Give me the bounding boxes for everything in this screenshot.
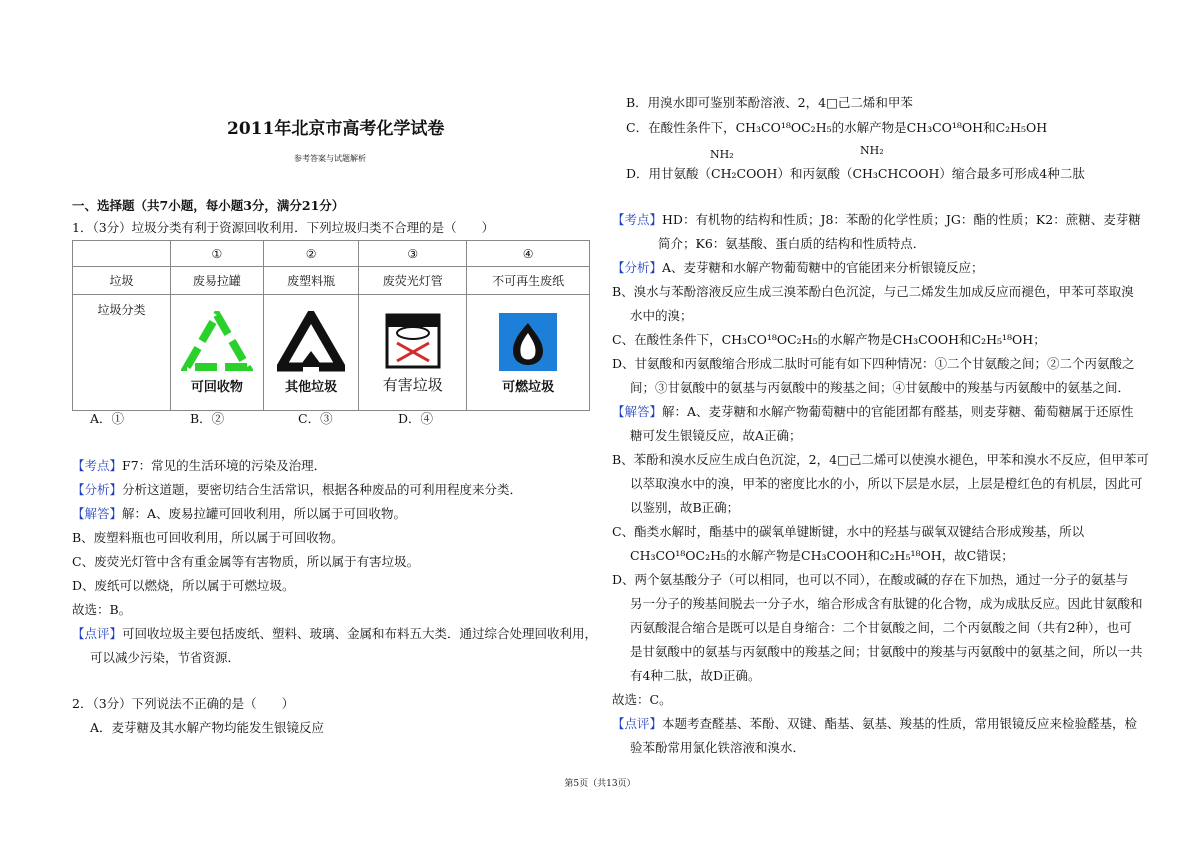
q2-kaodian — [612, 211, 1141, 229]
jieda-text: 解：A、废易拉罐可回收利用，所以属于可回收物。 — [122, 506, 407, 521]
q2-fenxi-4: C、在酸性条件下，CH₃CO¹⁸OC₂H₅的水解产物是CH₃COOH和C₂H₅¹⁸OH； — [612, 332, 1046, 347]
q1-jieda-d: D、废纸可以燃烧，所以属于可燃垃圾。 — [72, 578, 295, 593]
waste-1: 废易拉罐 — [170, 267, 263, 295]
bin-label: 可回收物 — [190, 379, 243, 395]
bin-label: 其他垃圾 — [285, 379, 338, 395]
tag-fenxi: 【分析】 — [72, 482, 123, 497]
bin-label: 有害垃圾 — [382, 375, 443, 394]
nh2-label-ala: NH₂ — [860, 144, 884, 157]
q1-jieda-c: C、废荧光灯管中含有重金属等有害物质，所以属于有害垃圾。 — [72, 554, 420, 569]
q1-table — [72, 240, 590, 411]
fenxi-text: 分析这道题，要密切结合生活常识，根据各种废品的可利用程度来分类． — [122, 482, 523, 497]
q1-dianping — [72, 625, 597, 643]
q2-jieda-2: 糖可发生银镜反应，故A正确； — [630, 428, 802, 443]
page-subtitle: 参考答案与试题解析 — [294, 154, 366, 163]
q2-jieda-10: 丙氨酸混合缩合是既可以是自身缩合：二个甘氨酸之间，二个丙氨酸之间（共有2种），也可 — [630, 620, 1132, 635]
q2-option-b: B．用溴水即可鉴别苯酚溶液、2，4□己二烯和甲苯 — [626, 95, 913, 110]
q2-kaodian-2: 简介；K6：氨基酸、蛋白质的结构和性质特点． — [658, 236, 926, 251]
recycle-icon — [181, 311, 253, 373]
waste-4: 不可再生废纸 — [467, 267, 590, 295]
tag-jieda: 【解答】 — [612, 404, 663, 419]
q1-fenxi — [72, 481, 522, 499]
jieda-text: 解：A、麦芽糖和水解产物葡萄糖中的官能团都有醛基，则麦芽糖、葡萄糖属于还原性 — [662, 404, 1134, 419]
flame-icon — [497, 311, 559, 373]
kaodian-text: F7：常见的生活环境的污染及治理． — [122, 458, 327, 473]
q2-jieda-8: D、两个氨基酸分子（可以相同，也可以不同），在酸或碱的存在下加热，通过一分子的氨基与 — [612, 572, 1129, 587]
bin-label: 可燃垃圾 — [502, 379, 555, 395]
row-head-category: 垃圾分类 — [73, 295, 171, 411]
q2-fenxi-2: B、溴水与苯酚溶液反应生成三溴苯酚白色沉淀，与己二烯发生加成反应而褪色，甲苯可萃取溴 — [612, 284, 1134, 299]
row-head-waste: 垃圾 — [73, 267, 171, 295]
fenxi-text: A、麦芽糖和水解产物葡萄糖中的官能团来分析银镜反应； — [662, 260, 984, 275]
option-a: A．① — [90, 411, 125, 426]
q2-jieda-6: C、酯类水解时，酯基中的碳氧单键断键，水中的羟基与碳氧双键结合形成羧基，所以 — [612, 524, 1085, 539]
tag-kaodian: 【考点】 — [612, 212, 663, 227]
tag-jieda: 【解答】 — [72, 506, 123, 521]
q1-stem: 1．（3分）垃圾分类有利于资源回收利用．下列垃圾归类不合理的是（ ） — [72, 220, 495, 235]
col-3: ③ — [359, 241, 467, 267]
q2-choice: 故选：C。 — [612, 692, 672, 707]
q2-jieda-4: 以萃取溴水中的溴，甲苯的密度比水的小，所以下层是水层，上层是橙红色的有机层，因此可 — [630, 476, 1143, 491]
q2-option-a: A．麦芽糖及其水解产物均能发生银镜反应 — [90, 720, 325, 735]
q2-jieda-12: 有4种二肽，故D正确。 — [630, 668, 761, 683]
q1-jieda-b: B、废塑料瓶也可回收利用，所以属于可回收物。 — [72, 530, 344, 545]
q2-fenxi-3: 水中的溴； — [630, 308, 693, 323]
bin-hazardous — [359, 295, 467, 411]
page-title: 2011年北京市高考化学试卷 — [227, 119, 445, 139]
option-b: B．② — [190, 411, 225, 426]
option-d: D．④ — [398, 411, 434, 426]
dianping-text: 本题考查醛基、苯酚、双键、酯基、氨基、羧基的性质，常用银镜反应来检验醛基，检 — [662, 716, 1138, 731]
q2-dianping — [612, 715, 1137, 733]
q2-jieda-7: CH₃CO¹⁸OC₂H₅的水解产物是CH₃COOH和C₂H₅¹⁸OH，故C错误； — [630, 548, 1014, 563]
q1-jieda — [72, 505, 406, 523]
tag-dianping: 【点评】 — [72, 626, 123, 641]
q2-jieda — [612, 403, 1134, 421]
nh2-label-gly: NH₂ — [710, 148, 734, 161]
tag-kaodian: 【考点】 — [72, 458, 123, 473]
q2-jieda-9: 另一分子的羧基间脱去一分子水，缩合形成含有肽键的化合物，成为成肽反应。因此甘氨酸和 — [630, 596, 1143, 611]
option-c: C．③ — [298, 411, 333, 426]
q2-dianping-2: 验苯酚常用氯化铁溶液和溴水． — [630, 740, 806, 755]
waste-2: 废塑料瓶 — [263, 267, 358, 295]
q2-fenxi-6: 间；③甘氨酸中的氨基与丙氨酸中的羧基之间；④甘氨酸中的羧基与丙氨酸中的氨基之间． — [630, 380, 1131, 395]
q2-fenxi-5: D、甘氨酸和丙氨酸缩合形成二肽时可能有如下四种情况：①二个甘氨酸之间；②二个丙氨酸之 — [612, 356, 1135, 371]
other-waste-icon — [277, 311, 345, 373]
bin-recyclable — [170, 295, 263, 411]
q1-choice: 故选：B。 — [72, 602, 132, 617]
q1-kaodian — [72, 457, 326, 475]
col-4: ④ — [467, 241, 590, 267]
q1-dianping-2: 可以减少污染，节省资源． — [90, 650, 241, 665]
bin-other — [263, 295, 358, 411]
q2-jieda-11: 是甘氨酸中的氨基与丙氨酸中的羧基之间；甘氨酸中的羧基与丙氨酸中的氨基之间，所以一共 — [630, 644, 1143, 659]
dianping-text: 可回收垃圾主要包括废纸、塑料、玻璃、金属和布料五大类．通过综合处理回收利用， — [122, 626, 598, 641]
kaodian-text: HD：有机物的结构和性质；J8：苯酚的化学性质；JG：酯的性质；K2：蔗糖、麦芽糖 — [662, 212, 1141, 227]
waste-3: 废荧光灯管 — [359, 267, 467, 295]
col-2: ② — [263, 241, 358, 267]
q2-jieda-3: B、苯酚和溴水反应生成白色沉淀，2，4□己二烯可以使溴水褪色，甲苯和溴水不反应，但甲苯可 — [612, 452, 1149, 467]
tag-fenxi: 【分析】 — [612, 260, 663, 275]
hazard-icon — [383, 311, 443, 371]
page-footer: 第5页（共13页） — [564, 779, 636, 789]
q2-option-d: D．用甘氨酸（CH₂COOH）和丙氨酸（CH₃CHCOOH）缩合最多可形成4种二肽 — [626, 166, 1085, 181]
bin-combustible — [467, 295, 590, 411]
tag-dianping: 【点评】 — [612, 716, 663, 731]
q2-stem: 2．（3分）下列说法不正确的是（ ） — [72, 696, 295, 711]
section-heading: 一、选择题（共7小题，每小题3分，满分21分） — [72, 198, 345, 213]
q2-fenxi — [612, 259, 984, 277]
col-1: ① — [170, 241, 263, 267]
q2-jieda-5: 以鉴别，故B正确； — [630, 500, 740, 515]
q2-option-c: C．在酸性条件下，CH₃CO¹⁸OC₂H₅的水解产物是CH₃CO¹⁸OH和C₂H₅OH — [626, 120, 1048, 135]
